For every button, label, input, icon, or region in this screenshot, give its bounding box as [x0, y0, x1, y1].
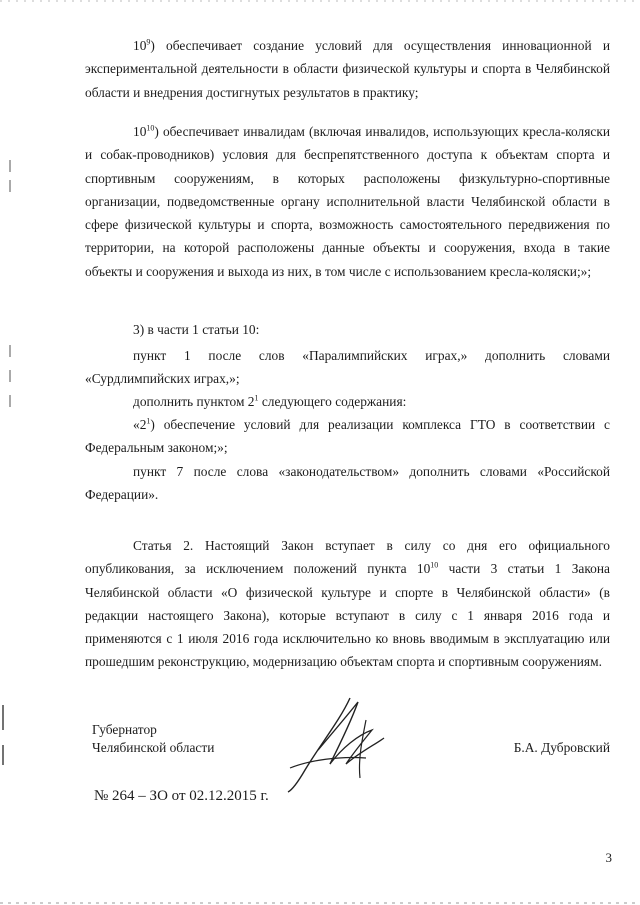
paragraph-3: [85, 318, 610, 341]
paragraph-5-pre: дополнить пунктом 2: [133, 394, 255, 409]
page-number: 3: [605, 850, 612, 865]
handwritten-signature: [280, 690, 390, 795]
paragraph-1-sup: 9: [146, 37, 151, 47]
paragraph-5: [85, 390, 610, 413]
paragraph-2-sup: 10: [146, 123, 155, 133]
paragraph-2-text: ) обеспечивает инвалидам (включая инвалидов, использующих кресла-коляски и собак-проводников) условия для беспрепятственного доступа к объектам спорта и спортивным сооружениям, в которых расположены физкультурно-спортивные организации, подведомственные органу исполнительной власти Челябинской области в сфере физической культуры и спорта, возможность самостоятельного передвижения по территории, на которой расположены данные объекты и сооружения, входа в такие объекты и сооружения и выхода из них, в том числе с использованием кресла-коляски;»;: [85, 124, 610, 279]
paragraph-7-text: пункт 7 после слова «законодательством» дополнить словами «Российской Федерации».: [85, 464, 610, 503]
article-2-pre: Статья 2. Настоящий Закон вступает в силу со дня его официального опубликования, за исключением положений пункта 10: [85, 538, 610, 577]
paragraph-6-text: ) обеспечение условий для реализации комплекса ГТО в соответствии с Федеральным законом;»;: [85, 417, 610, 456]
paragraph-1: [85, 34, 610, 104]
document-number: № 264 – ЗО от 02.12.2015 г.: [94, 788, 269, 804]
paragraph-1-text: ) обеспечивает создание условий для осуществления инновационной и экспериментальной деятельности в области физической культуры и спорта в Челябинской области и внедрения достигнутых результатов в практику;: [85, 38, 610, 100]
paragraph-6-sup: 1: [146, 416, 151, 426]
signatory-name: Б.А. Дубровский: [513, 740, 610, 755]
paragraph-5-text: следующего содержания:: [258, 394, 407, 409]
paragraph-2-pre: 10: [133, 124, 147, 139]
signatory-title: [92, 721, 214, 757]
article-2-text: части 3 статьи 1 Закона Челябинской области «О физической культуре и спорте в Челябинской области» (в редакции настоящего Закона), которые вступают в силу с 1 января 2016 года и применяются с 1 июля 2016 года исключительно ко вновь вводимым в эксплуатацию или прошедшим реконструкцию, модернизацию объектам спорта и спортивным сооружениям.: [85, 561, 610, 670]
paragraph-article-2: [85, 534, 610, 674]
paragraph-2: [85, 120, 610, 283]
paragraph-6: [85, 413, 610, 460]
paragraph-5-sup: 1: [254, 393, 259, 403]
signatory-title-line1: Губернатор: [92, 722, 157, 737]
paragraph-3-text: 3) в части 1 статьи 10:: [133, 322, 260, 337]
article-2-sup: 10: [430, 560, 439, 570]
paragraph-4-text: пункт 1 после слов «Паралимпийских играх,» дополнить словами «Сурдлимпийских играх,»;: [85, 348, 610, 387]
paragraph-6-pre: «2: [133, 417, 147, 432]
paragraph-4: [85, 344, 610, 391]
paragraph-1-pre: 10: [133, 38, 147, 53]
paragraph-7: [85, 460, 610, 507]
signatory-title-line2: Челябинской области: [92, 740, 215, 755]
